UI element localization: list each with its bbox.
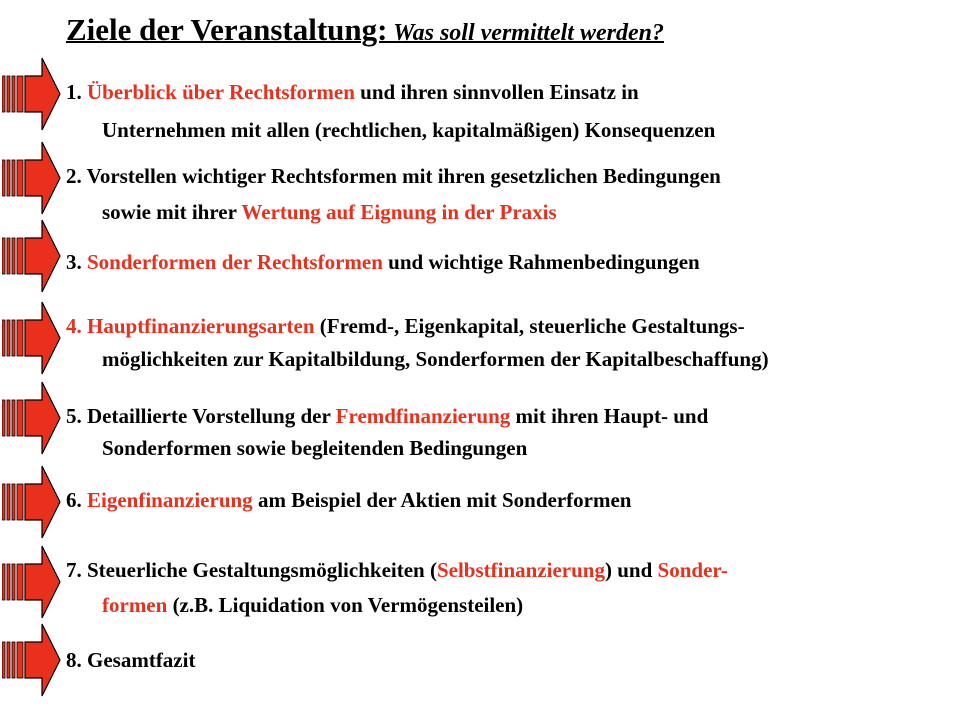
highlight-text: Hauptfinanzierungsarten [87,314,315,338]
body-text: und ihren sinnvollen Einsatz in [354,80,639,104]
body-text: 5. Detaillierte Vorstellung der [66,404,336,428]
page-title [66,12,664,48]
objective-1-line-2 [102,118,715,142]
highlight-text: formen [102,593,168,617]
objective-2-line-1 [66,164,721,188]
body-text: 6. [66,488,87,512]
body-text: 7. Steuerliche Gestaltungsmöglichkeiten ( [66,558,437,582]
body-text: sowie mit ihrer [102,200,242,224]
red-arrow-icon [2,140,62,216]
title-main: Ziele der Veranstaltung: [66,12,388,47]
highlight-text: Sonder- [657,558,728,582]
body-text: mit ihren Haupt- und [510,404,709,428]
body-text: (Fremd-, Eigenkapital, steuerliche Gestaltungs- [314,314,745,338]
objective-8-line-1 [66,648,195,672]
red-arrow-icon [2,380,62,456]
body-text: und wichtige Rahmenbedingungen [382,250,700,274]
red-arrow-icon [2,56,62,132]
red-arrow-icon [2,622,62,698]
body-text: 8. Gesamtfazit [66,648,196,672]
highlight-text: Selbstfinanzierung [436,558,605,582]
body-text: Unternehmen mit allen (rechtlichen, kapitalmäßigen) Konsequenzen [102,118,716,142]
red-arrow-icon [2,544,62,620]
body-text: 2. Vorstellen wichtiger Rechtsformen mit ihren gesetzlichen Bedingungen [66,164,721,188]
title-subtitle: Was soll vermittelt werden? [387,20,664,46]
body-text: Sonderformen sowie begleitenden Bedingungen [102,436,528,460]
body-text: (z.B. Liquidation von Vermögensteilen) [167,593,524,617]
highlight-text: 4. [66,314,87,338]
objective-2-line-2 [102,200,557,224]
objective-4-line-1 [66,314,745,338]
objective-1-line-1 [66,80,639,104]
body-text: ) und [605,558,658,582]
red-arrow-icon [2,218,62,294]
objective-5-line-1 [66,404,708,428]
objective-7-line-1 [66,558,728,582]
red-arrow-icon [2,464,62,540]
objective-3-line-1 [66,250,700,274]
highlight-text: Sonderformen der Rechtsformen [87,250,383,274]
highlight-text: Fremdfinanzierung [335,404,511,428]
highlight-text: Wertung auf Eignung in der Praxis [241,200,557,224]
body-text: möglichkeiten zur Kapitalbildung, Sonderformen der Kapitalbeschaffung) [102,347,769,371]
body-text: 3. [66,250,87,274]
highlight-text: Überblick über Rechtsformen [87,80,355,104]
objective-5-line-2 [102,436,527,460]
body-text: am Beispiel der Aktien mit Sonderformen [252,488,632,512]
body-text: 1. [66,80,87,104]
highlight-text: Eigenfinanzierung [87,488,253,512]
objective-6-line-1 [66,488,631,512]
objective-7-line-2 [102,593,523,617]
objective-4-line-2 [102,347,769,371]
red-arrow-icon [2,300,62,376]
